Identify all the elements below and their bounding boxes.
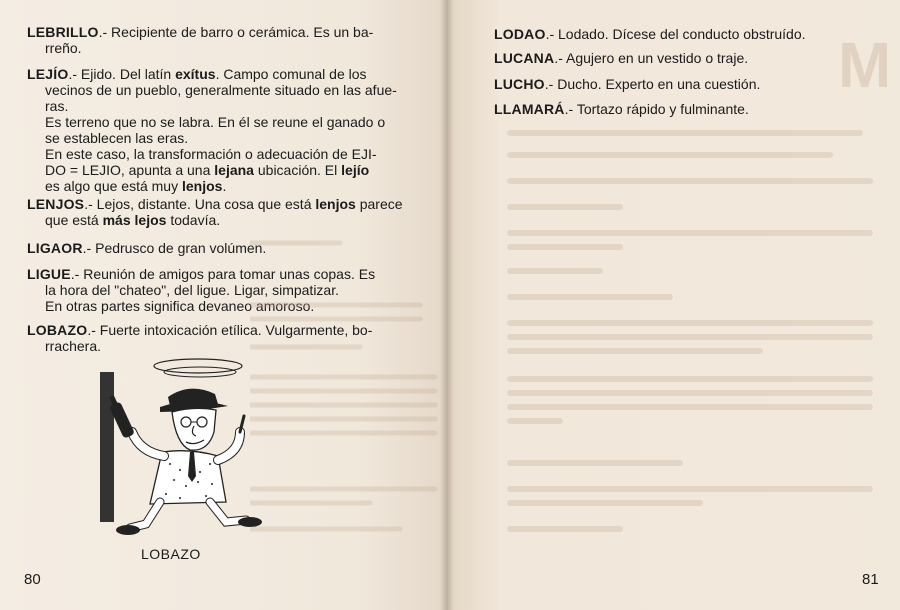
entry-lobazo: LOBAZO.- Fuerte intoxicación etílica. Vulgarmente, bo- rrachera. <box>27 322 373 354</box>
page-number-right: 81 <box>862 571 879 588</box>
headword: LLAMARÁ <box>494 101 565 117</box>
entry-lucana: LUCANA.- Agujero en un vestido o traje. <box>494 50 749 66</box>
show-through-text-lines <box>500 125 880 545</box>
entry-lucho: LUCHO.- Ducho. Experto en una cuestión. <box>494 76 761 92</box>
headword: LODAO <box>494 26 546 42</box>
drunk-man-illustration <box>90 352 265 542</box>
headword: LIGAOR <box>27 240 83 256</box>
illustration-caption: LOBAZO <box>141 546 201 562</box>
show-through-letter: M <box>838 29 892 101</box>
headword: LOBAZO <box>27 322 88 338</box>
headword: LEJÍO <box>27 66 69 82</box>
entry-llamara: LLAMARÁ.- Tortazo rápido y fulminante. <box>494 101 749 117</box>
entry-ligue: LIGUE.- Reunión de amigos para tomar unas copas. Es la hora del "chateo", del ligue. Ligar, simpatizar. En otras partes significa devaneo amoroso. <box>27 266 376 314</box>
headword: LUCANA <box>494 50 555 66</box>
headword: LENJOS <box>27 196 85 212</box>
headword: LEBRILLO <box>27 24 99 40</box>
headword: LUCHO <box>494 76 545 92</box>
entry-lebrillo: LEBRILLO.- Recipiente de barro o cerámica. Es un ba- rreño. <box>27 24 374 56</box>
entry-ligaor: LIGAOR.- Pedrusco de gran volúmen. <box>27 240 267 256</box>
entry-lodao: LODAO.- Lodado. Dícese del conducto obstruído. <box>494 26 806 42</box>
entry-lenjos: LENJOS.- Lejos, distante. Una cosa que está lenjos parece que está más lejos todavía. <box>27 196 403 228</box>
headword: LIGUE <box>27 266 71 282</box>
page-number-left: 80 <box>24 571 41 588</box>
show-through-text-lines-left <box>250 235 440 535</box>
entry-lejio: LEJÍO.- Ejido. Del latín exítus. Campo comunal de los vecinos de un pueblo, generalmente situado en las afue- ras. Es terreno que no se labra. En él se reune el ganado o se establecen las eras. En este caso, la transformación o adecuación de EJI- DO = LEJIO, apunta a una lejana ubicación. El lejío es algo que está muy lenjos. <box>27 66 397 194</box>
book-gutter <box>440 0 454 610</box>
